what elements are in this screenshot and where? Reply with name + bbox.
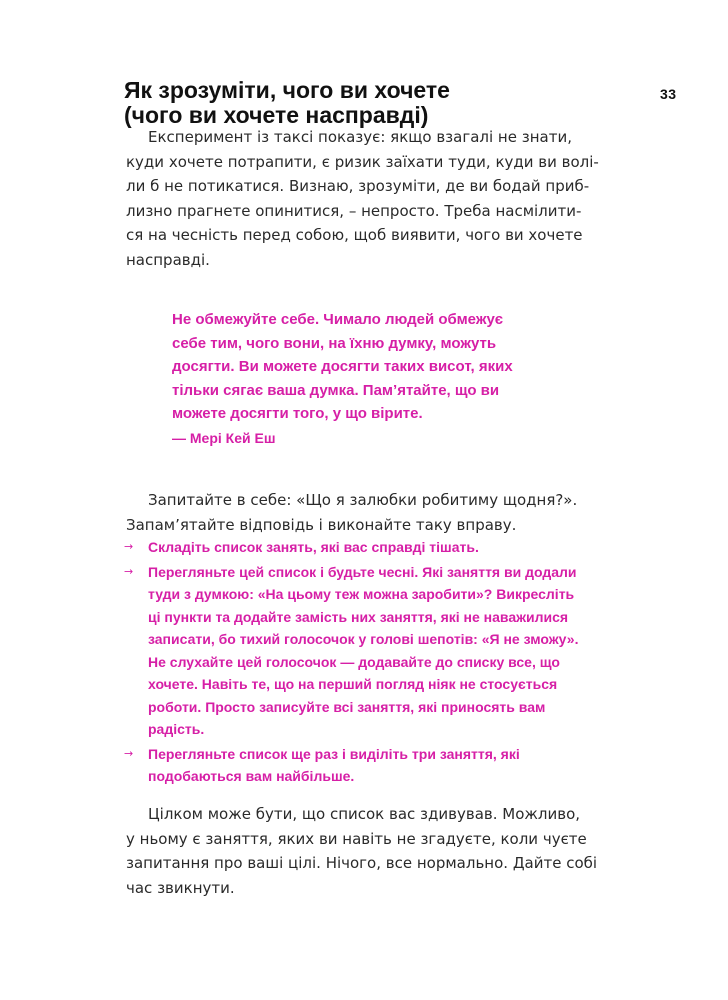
intro-line: ли б не потикатися. Визнаю, зрозуміти, де ви бодай приб- xyxy=(126,177,590,195)
section-heading xyxy=(124,78,644,128)
intro-line: лизно прагнете опинитися, – непросто. Треба насмілити- xyxy=(126,201,582,220)
quote-line: тільки сягає ваша думка. Пам’ятайте, що ви xyxy=(172,381,500,399)
exercise-intro-paragraph xyxy=(126,488,606,537)
closing-paragraph xyxy=(126,802,606,900)
closing-line: у ньому є заняття, яких ви навіть не згадуєте, коли чуєте xyxy=(126,829,587,848)
exercise-step-line: Не слухайте цей голосочок — додавайте до списку все, що xyxy=(148,653,560,670)
intro-line: насправді. xyxy=(126,250,210,269)
quote-author: — Мері Кей Еш xyxy=(172,429,276,446)
exercise-steps-list xyxy=(124,536,624,790)
exercise-intro-line: Запитайте в себе: «Що я залюбки робитиму щодня?». xyxy=(148,491,578,509)
intro-paragraph xyxy=(126,125,606,272)
exercise-step-line: Складіть список занять, які вас справді тішать. xyxy=(148,539,479,555)
exercise-step xyxy=(124,536,624,559)
quote-line: можете досягти того, у що вірите. xyxy=(172,405,423,422)
closing-line: Цілком може бути, що список вас здивував. Можливо, xyxy=(148,805,581,823)
exercise-step-line: Перегляньте цей список і будьте чесні. Які заняття ви додали xyxy=(148,563,577,580)
exercise-step-line: ці пункти та додайте замість них заняття, які не наважилися xyxy=(148,608,569,625)
closing-line: час звикнути. xyxy=(126,878,235,897)
quote-line: себе тим, чого вони, на їхню думку, можуть xyxy=(172,334,497,352)
exercise-step-text xyxy=(148,743,624,788)
quote-line: Не обмежуйте себе. Чимало людей обмежує xyxy=(172,311,504,328)
quote-line: досягти. Ви можете досягти таких висот, яких xyxy=(172,358,513,375)
closing-line: запитання про ваші цілі. Нічого, все нормально. Дайте собі xyxy=(126,854,598,872)
pull-quote xyxy=(172,308,592,450)
arrow-right-icon: → xyxy=(124,540,134,553)
exercise-step-line: туди з думкою: «На цьому теж можна заробити»? Викресліть xyxy=(148,586,575,602)
exercise-step xyxy=(124,743,624,788)
arrow-right-icon: → xyxy=(124,564,134,578)
arrow-right-icon: → xyxy=(124,746,134,760)
exercise-step-line: хочете. Навіть те, що на перший погляд ніяк не стосується xyxy=(148,676,558,692)
section-heading-line-2: (чого ви хочете насправді) xyxy=(124,102,429,128)
exercise-step xyxy=(124,561,624,741)
intro-line: Експеримент із таксі показує: якщо взагалі не знати, xyxy=(148,128,572,146)
exercise-step-line: подобаються вам найбільше. xyxy=(148,768,355,784)
intro-line: ся на чесність перед собою, щоб виявити, чого ви хочете xyxy=(126,226,583,244)
exercise-step-text xyxy=(148,536,624,559)
exercise-step-text xyxy=(148,561,624,741)
intro-line: куди хочете потрапити, є ризик заїхати туди, куди ви волі- xyxy=(126,152,599,171)
exercise-step-line: роботи. Просто записуйте всі заняття, які приносять вам xyxy=(148,698,546,715)
page-number: 33 xyxy=(660,86,677,102)
section-heading-line-1: Як зрозуміти, чого ви хочете xyxy=(124,77,450,103)
exercise-step-line: записати, бо тихий голосочок у голові шепотів: «Я не зможу». xyxy=(148,631,579,647)
exercise-intro-line: Запам’ятайте відповідь і виконайте таку вправу. xyxy=(126,515,517,534)
exercise-step-line: Перегляньте список ще раз і виділіть три заняття, які xyxy=(148,745,520,762)
exercise-step-line: радість. xyxy=(148,721,205,737)
